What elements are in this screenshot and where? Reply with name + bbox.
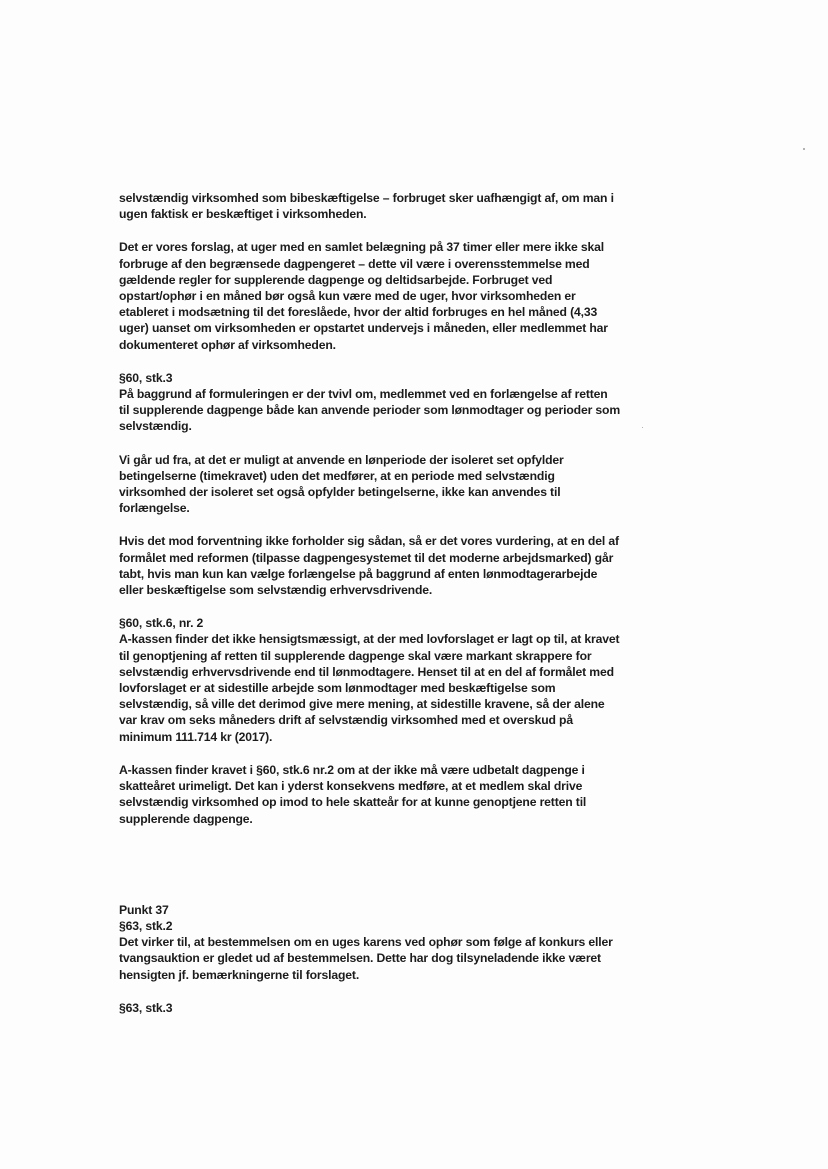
text-line: dokumenteret ophør af virksomheden. [119, 337, 336, 352]
text-line: På baggrund af formuleringen er der tvivl om, medlemmet ved en forlængelse af retten [119, 387, 608, 402]
text-line: til genoptjening af retten til supplerende dagpenge skal være markant skrappere for [119, 648, 592, 663]
text-line: forbruge af den begrænsede dagpengeret – dette vil være i overensstemmelse med [119, 256, 590, 271]
section-heading: Punkt 37 [119, 902, 169, 917]
text-line: selvstændig virksomhed som bibeskæftigelse – forbruget sker uafhængigt af, om man i [119, 191, 614, 205]
paragraph [119, 615, 639, 745]
section-paragraphs [119, 918, 639, 1016]
text-line: §63, stk.3 [119, 1000, 173, 1015]
text-line: §60, stk.3 [119, 370, 173, 385]
paragraph [119, 1000, 639, 1016]
paragraph [119, 762, 639, 827]
text-line: opstart/ophør i en måned bør også kun være med de uger, hvor virksomheden er [119, 289, 576, 304]
text-line: selvstændig, så ville det derimod give mere mening, at sidestille kravene, så der alene [119, 697, 605, 712]
text-line: Hvis det mod forventning ikke forholder sig sådan, så er det vores vurdering, at en del af [119, 534, 619, 549]
scan-speck [642, 427, 643, 428]
text-line: etableret i modsætning til det foreslåede, hvor der altid forbruges en hel måned (4,33 [119, 305, 598, 320]
text-line: eller beskæftigelse som selvstændig erhvervsdrivende. [119, 583, 433, 598]
text-line: hensigten jf. bemærkningerne til forslaget. [119, 967, 360, 982]
document-paragraphs [119, 190, 639, 827]
text-line: Det er vores forslag, at uger med en samlet belægning på 37 timer eller mere ikke skal [119, 240, 604, 255]
text-line: forlængelse. [119, 501, 190, 516]
text-line: var krav om seks måneders drift af selvstændig virksomhed med et overskud på [119, 713, 573, 728]
text-line: supplerende dagpenge. [119, 811, 253, 826]
text-line: §63, stk.2 [119, 918, 173, 933]
paragraph [119, 452, 639, 517]
text-line: ugen faktisk er beskæftiget i virksomheden. [119, 207, 367, 222]
text-line: uger) uanset om virksomheden er opstartet undervejs i måneden, eller medlemmet har [119, 321, 608, 336]
text-line: formålet med reformen (tilpasse dagpengesystemet til det moderne arbejdsmarked) går [119, 550, 614, 565]
text-line: A-kassen finder det ikke hensigtsmæssigt, at der med lovforslaget er lagt op til, at kravet [119, 632, 620, 647]
text-line: virksomhed der isoleret set også opfylder betingelserne, ikke kan anvendes til [119, 485, 561, 500]
text-line: Vi går ud fra, at det er muligt at anvende en lønperiode der isoleret set opfylder [119, 452, 564, 467]
text-line: Det virker til, at bestemmelsen om en uges karens ved ophør som følge af konkurs eller [119, 935, 613, 950]
text-line: til supplerende dagpenge både kan anvende perioder som lønmodtager og perioder som [119, 403, 621, 418]
paragraph [119, 918, 639, 983]
paragraph [119, 370, 639, 435]
text-line: lovforslaget er at sidestille arbejde som lønmodtager med beskæftigelse som [119, 681, 556, 696]
text-line: §60, stk.6, nr. 2 [119, 616, 204, 631]
text-line: tvangsauktion er gledet ud af bestemmelsen. Dette har dog tilsyneladende ikke været [119, 951, 601, 966]
text-line: gældende regler for supplerende dagpenge og deltidsarbejde. Forbruget ved [119, 272, 553, 287]
section-gap [119, 844, 639, 902]
text-line: selvstændig virksomhed op imod to hele skatteår for at kunne genoptjene retten til [119, 795, 587, 810]
section-punkt-37 [119, 902, 639, 1016]
paragraph [119, 533, 639, 598]
document-body [119, 190, 639, 1033]
text-line: tabt, hvis man kun kan vælge forlængelse på baggrund af enten lønmodtagerarbejde [119, 566, 598, 581]
text-line: skatteåret urimeligt. Det kan i yderst konsekvens medføre, at et medlem skal drive [119, 779, 583, 794]
text-line: minimum 111.714 kr (2017). [119, 729, 273, 744]
paragraph [119, 190, 639, 222]
text-line: selvstændig erhvervsdrivende end til lønmodtagere. Henset til at en del af formålet med [119, 664, 614, 679]
text-line: betingelserne (timekravet) uden det medfører, at en periode med selvstændig [119, 468, 555, 483]
paragraph [119, 239, 639, 352]
text-line: selvstændig. [119, 419, 192, 434]
text-line: A-kassen finder kravet i §60, stk.6 nr.2 om at der ikke må være udbetalt dagpenge i [119, 762, 585, 777]
scan-speck [803, 148, 805, 150]
